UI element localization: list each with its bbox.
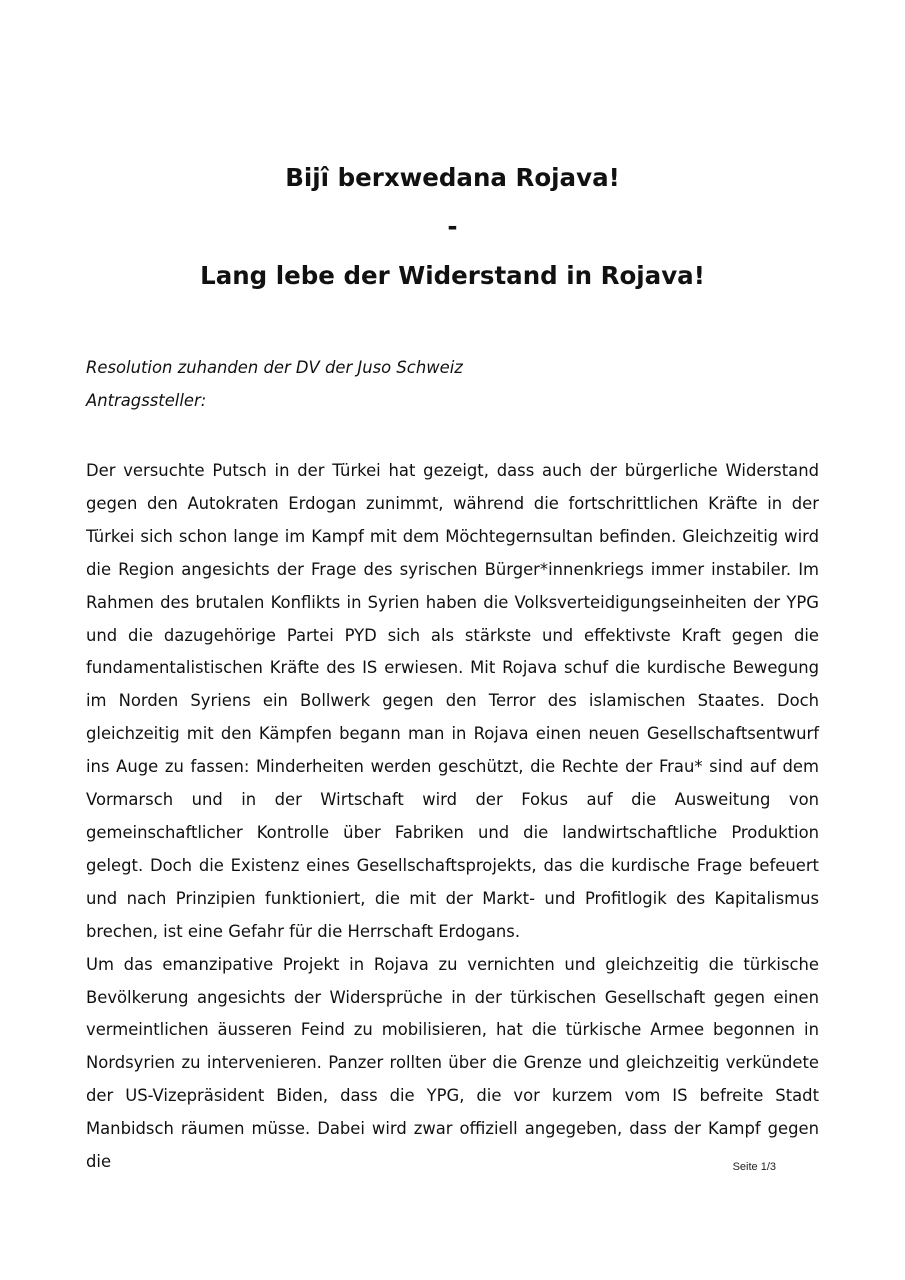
body-text (86, 455, 819, 1179)
title-separator: - (447, 212, 458, 241)
page-number: Seite 1/3 (732, 1161, 776, 1173)
resolution-line: Resolution zuhanden der DV der Juso Schweiz (86, 358, 463, 377)
title-line-2: Lang lebe der Widerstand in Rojava! (200, 261, 705, 290)
paragraph-2: Um das emanzipative Projekt in Rojava zu vernichten und gleichzeitig die türkische Bevölkerung angesichts der Widersprüche in der türkischen Gesellschaft gegen einen vermeintlichen äusseren Feind zu mobilisieren, hat die türkische Armee begonnen in Nordsyrien zu intervenieren. Panzer rollten über die Grenze und gleichzeitig verkündete der US-Vizepräsident Biden, dass die YPG, die vor kurzem vom IS befreite Stadt Manbidsch räumen müsse. Dabei wird zwar offiziell angegeben, dass der Kampf gegen die (86, 954, 819, 1172)
applicant-line: Antragssteller: (86, 391, 207, 410)
title-line-1: Bijî berxwedana Rojava! (285, 163, 620, 192)
paragraph-1: Der versuchte Putsch in der Türkei hat gezeigt, dass auch der bürgerliche Widerstand gegen den Autokraten Erdogan zunimmt, während die fortschrittlichen Kräfte in der Türkei sich schon lange im Kampf mit dem Möchtegernsultan befinden. Gleichzeitig wird die Region angesichts der Frage des syrischen Bürger*innenkriegs immer instabiler. Im Rahmen des brutalen Konflikts in Syrien haben die Volksverteidigungseinheiten der YPG und die dazugehörige Partei PYD sich als stärkste und effektivste Kraft gegen die fundamentalistischen Kräfte des IS erwiesen. Mit Rojava schuf die kurdische Bewegung im Norden Syriens ein Bollwerk gegen den Terror des islamischen Staates. Doch gleichzeitig mit den Kämpfen begann man in Rojava einen neuen Gesellschaftsentwurf ins Auge zu fassen: Minderheiten werden geschützt, die Rechte der Frau* sind auf dem Vormarsch und in der Wirtschaft wird der Fokus auf die Ausweitung von gemeinschaftlicher Kontrolle über Fabriken und die landwirtschaftliche Produktion gelegt. Doch die Existenz eines Gesellschaftsprojekts, das die kurdische Frage befeuert und nach Prinzipien funktioniert, die mit der Markt- und Profitlogik des Kapitalismus brechen, ist eine Gefahr für die Herrschaft Erdogans. (86, 461, 819, 941)
